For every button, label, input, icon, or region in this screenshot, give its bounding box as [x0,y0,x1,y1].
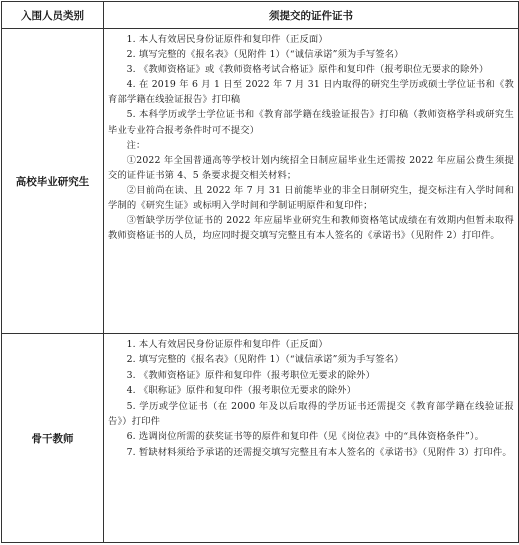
note-item: ②目前尚在读、且 2022 年 7 月 31 日前能毕业的非全日制研究生，提交标注有入学时间和学制的《研究生证》或标明入学时间和学制证明原件和复印件； [108,184,514,212]
table-header-row [2,2,519,29]
list-item: 3. 《教师资格证》或《教师资格考试合格证》原件和复印件（报考职位无要求的除外） [126,64,489,76]
list-item: 2. 填写完整的《报名表》（见附件 1）（“诚信承诺”须为手写签名） [126,49,404,61]
list-item: 1. 本人有效居民身份证原件和复印件（正反面） [126,34,328,45]
list-item: 4. 《职称证》原件和复印件（报考职位无要求的除外） [126,385,357,397]
list-item: 4. 在 2019 年 6 月 1 日至 2022 年 7 月 31 日内取得的研究生学历或硕士学位证书和《教育部学籍在线验证报告》打印稿 [108,79,514,106]
list-item: 5. 学历或学位证书（在 2000 年及以后取得的学历证书还需提交《教育部学籍在线验证报告》）打印件 [108,400,514,428]
table-row [2,334,519,543]
documents-table [1,1,519,543]
documents-teacher [104,334,519,543]
note-label: 注： [126,139,146,151]
header-documents: 须提交的证件证书 [104,2,519,29]
header-category: 入围人员类别 [2,2,104,29]
list-item: 1. 本人有效居民身份证原件和复印件（正反面） [126,339,328,350]
note-item: ③暂缺学历学位证书的 2022 年应届毕业研究生和教师资格笔试成绩在有效期内但暂未取得教师资格证书的人员，均应同时提交填写完整且有本人签名的《承诺书》（见附件 2）打印件。 [108,215,514,242]
list-item: 7. 暂缺材料须给予承诺的还需提交填写完整且有本人签名的《承诺书》（见附件 3）打印件。 [126,446,512,458]
list-item: 5. 本科学历或学士学位证书和《教育部学籍在线验证报告》打印稿（教师资格学科或研究生毕业专业符合报考条件时可不提交） [108,109,514,136]
documents-graduate [104,29,519,334]
category-teacher: 骨干教师 [2,334,104,543]
category-graduate: 高校毕业研究生 [2,29,104,334]
table-row [2,29,519,334]
list-item: 2. 填写完整的《报名表》（见附件 1）（“诚信承诺”须为手写签名） [126,354,404,366]
note-item: ①2022 年全国普通高等学校计划内统招全日制应届毕业生还需按 2022 年应届公费生须提交的证件证书第 4、5 条要求提交相关材料； [108,154,514,181]
list-item: 6. 选调岗位所需的获奖证书等的原件和复印件（见《岗位表》中的“具体资格条件”）。 [126,431,485,443]
page [1,1,518,543]
list-item: 3. 《教师资格证》原件和复印件（报考职位无要求的除外） [126,369,376,381]
